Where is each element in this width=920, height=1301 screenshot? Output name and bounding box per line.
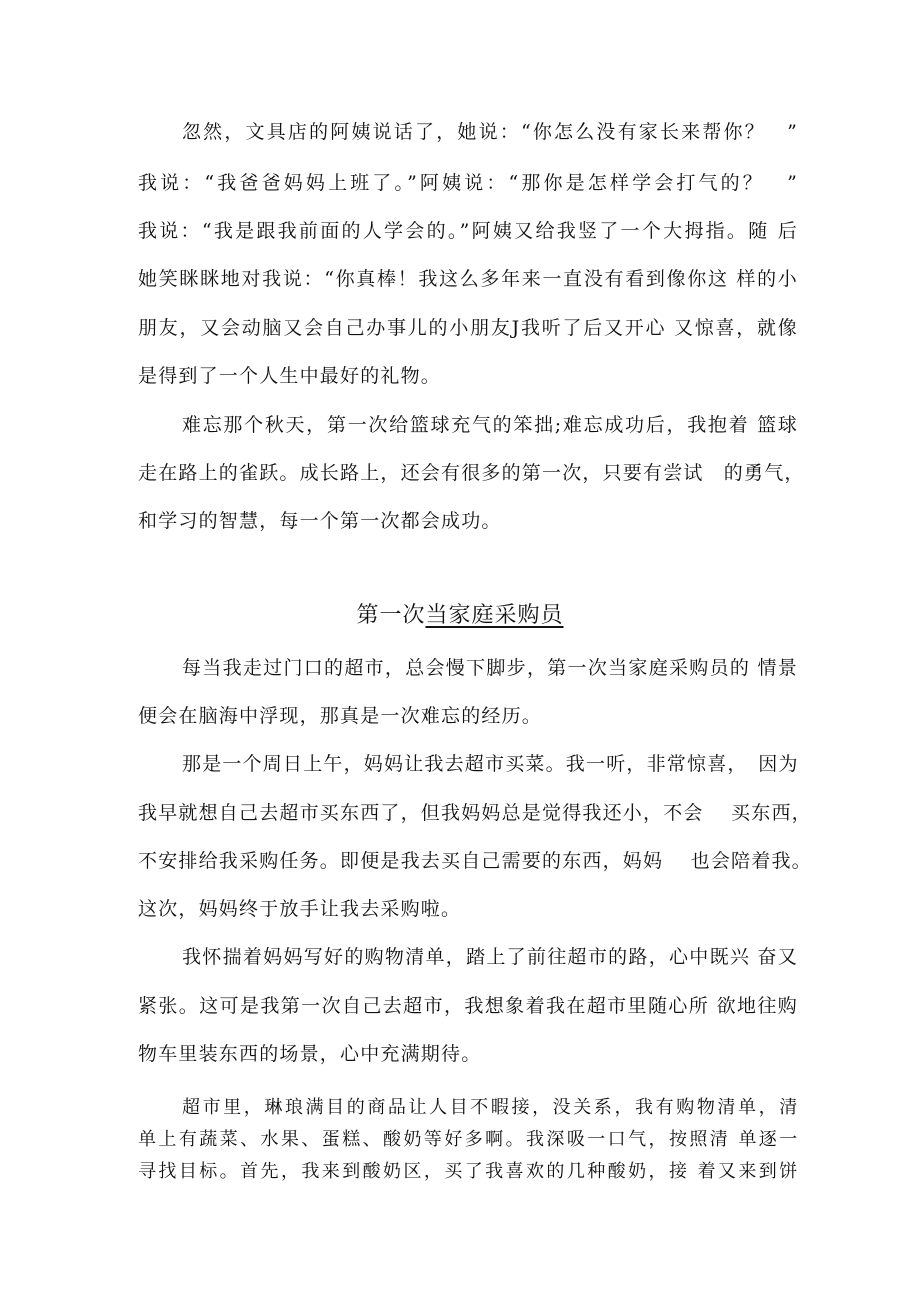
paragraph-line: 便会在脑海中浮现，那真是一次难忘的经历。: [138, 705, 543, 727]
paragraph-line: 那是一个周日上午，妈妈让我去超市买菜。我一听，非常惊喜， 因为: [182, 753, 799, 775]
paragraph-line: 是得到了一个人生中最好的礼物。: [138, 365, 442, 387]
paragraph-line: 寻找目标。首先，我来到酸奶区，买了我喜欢的几种酸奶，接 着又来到饼: [138, 1161, 798, 1182]
paragraph-line: 紧张。这可是我第一次自己去超市，我想象着我在超市里随心所 欲地往购: [138, 995, 798, 1017]
paragraph-line: 忽然，文具店的阿姨说话了，她说：“你怎么没有家长来帮你？ ”: [182, 121, 798, 143]
paragraph-line: 我说：“我爸爸妈妈上班了。”阿姨说：“那你是怎样学会打气的？ ”: [138, 172, 798, 194]
paragraph-line: 朋友，又会动脑又会自己办事儿的小朋友J我听了后又开心 又惊喜，就像: [138, 317, 798, 339]
paragraph-line: 每当我走过门口的超市，总会慢下脚步，第一次当家庭采购员的 情景: [182, 657, 798, 679]
section-title: [0, 602, 920, 630]
paragraph-line: 我怀揣着妈妈写好的购物清单，踏上了前往超市的路，心中既兴 奋又: [182, 946, 798, 968]
paragraph-line: 不安排给我采购任务。即便是我去买自己需要的东西，妈妈 也会陪着我。: [138, 850, 812, 872]
paragraph-line: 物车里装东西的场景，心中充满期待。: [138, 1043, 482, 1065]
paragraph-line: 走在路上的雀跃。成长路上，还会有很多的第一次，只要有尝试 的勇气，: [138, 462, 805, 484]
title-underlined: 当家庭采购员: [425, 603, 564, 628]
paragraph-line: 和学习的智慧，每一个第一次都会成功。: [138, 510, 502, 532]
title-plain: 第一次: [356, 603, 426, 628]
paragraph-line: 超市里，琳琅满目的商品让人目不暇接，没关系，我有购物清单，清: [182, 1097, 798, 1118]
paragraph-line: 她笑眯眯地对我说：“你真棒！我这么多年来一直没有看到像你这 样的小: [138, 268, 798, 290]
paragraph-line: 单上有蔬菜、水果、蛋糕、酸奶等好多啊。我深吸一口气，按照清 单逐一: [138, 1129, 798, 1150]
paragraph-line: 我早就想自己去超市买东西了，但我妈妈总是觉得我还小，不会 买东西，: [138, 802, 812, 824]
paragraph-line: 这次，妈妈终于放手让我去采购啦。: [138, 898, 462, 920]
paragraph-line: 我说：“我是跟我前面的人学会的。”阿姨又给我竖了一个大拇指。随 后: [138, 220, 798, 242]
paragraph-line: 难忘那个秋天，第一次给篮球充气的笨拙;难忘成功后，我抱着 篮球: [182, 414, 798, 436]
